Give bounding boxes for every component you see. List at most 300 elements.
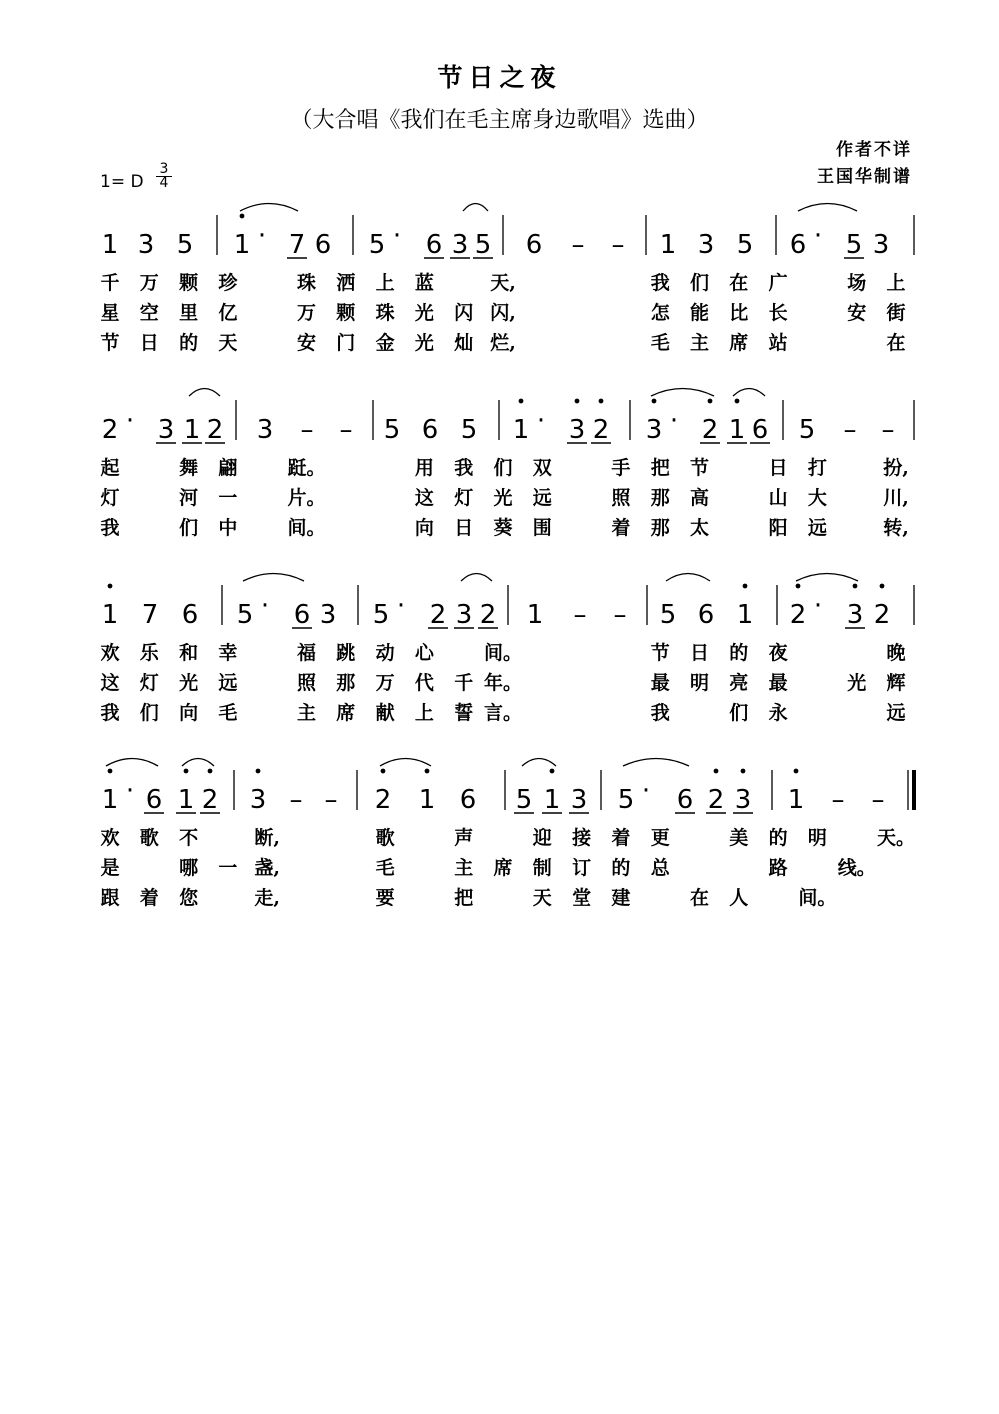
lyric-char: 烂, xyxy=(490,332,516,354)
lyric-char: 用 xyxy=(414,457,434,479)
lyric-char: 闪 xyxy=(454,302,474,324)
note-digit: 3 xyxy=(734,785,752,815)
high-octave-dot xyxy=(741,769,746,774)
note-digit: 2 xyxy=(206,415,224,445)
dotted-note: · xyxy=(536,406,546,436)
lyric-char: 颗 xyxy=(179,272,199,294)
lyric-char: 建 xyxy=(611,887,631,909)
lyric-char: 上 xyxy=(375,272,395,294)
high-octave-dot xyxy=(208,769,213,774)
note-digit: 1 xyxy=(101,785,119,815)
lyric-char: 间。 xyxy=(798,887,837,909)
lyric-char: 远 xyxy=(807,517,827,539)
dotted-note: · xyxy=(257,221,267,251)
dotted-note: · xyxy=(392,221,402,251)
lyric-char: 福 xyxy=(296,642,317,664)
lyric-char: 山 xyxy=(768,487,788,509)
dash-extension: – xyxy=(611,230,625,260)
dash-extension: – xyxy=(871,785,885,815)
note-digit: 5 xyxy=(845,230,863,260)
note-digit: 6 xyxy=(525,230,543,260)
lyric-char: 献 xyxy=(375,702,395,724)
lyric-char: 把 xyxy=(650,457,670,479)
lyric-char: 的 xyxy=(768,827,788,849)
note-digit: 6 xyxy=(293,600,311,630)
dotted-note: · xyxy=(641,776,651,806)
dotted-note: · xyxy=(125,406,135,436)
note-digit: 3 xyxy=(137,230,155,260)
lyric-char: 们 xyxy=(179,517,199,539)
lyric-char: 在 xyxy=(689,887,710,909)
note-digit: 5 xyxy=(736,230,754,260)
lyric-char: 日 xyxy=(454,517,474,539)
lyric-char: 颗 xyxy=(336,302,356,324)
slur xyxy=(106,759,158,767)
lyric-char: 我 xyxy=(650,272,670,294)
note-digit: 3 xyxy=(645,415,663,445)
lyric-char: 灯 xyxy=(139,672,159,694)
high-octave-dot xyxy=(519,399,524,404)
lyric-char: 动 xyxy=(375,642,395,664)
lyric-char: 间。 xyxy=(287,517,326,539)
time-signature-top: 3 xyxy=(159,161,169,177)
lyric-char: 制 xyxy=(532,857,552,879)
transcriber-credit: 王国华制谱 xyxy=(817,167,912,187)
note-digit: 3 xyxy=(846,600,864,630)
lyric-char: 言。 xyxy=(483,702,523,724)
note-digit: 5 xyxy=(798,415,816,445)
note-digit: 2 xyxy=(873,600,891,630)
lyric-char: 灯 xyxy=(100,487,120,509)
lyric-char: 心 xyxy=(414,642,434,664)
high-octave-dot xyxy=(796,584,801,589)
lyric-char: 打 xyxy=(807,457,827,479)
dash-extension: – xyxy=(843,415,857,445)
lyric-char: 节 xyxy=(650,642,670,664)
note-digit: 3 xyxy=(570,785,588,815)
note-digit: 2 xyxy=(789,600,807,630)
lyric-char: 蓝 xyxy=(414,272,434,294)
lyric-char: 着 xyxy=(611,827,631,849)
note-digit: 5 xyxy=(176,230,194,260)
note-digit: 7 xyxy=(141,600,159,630)
slur xyxy=(733,389,765,397)
lyric-char: 比 xyxy=(729,302,749,324)
lyric-char: 洒 xyxy=(336,272,356,294)
slur xyxy=(522,759,556,767)
slur xyxy=(463,204,488,212)
note-digit: 5 xyxy=(474,230,492,260)
lyric-char: 门 xyxy=(336,332,356,354)
lyric-char: 广 xyxy=(768,272,788,294)
note-digit: 1 xyxy=(736,600,754,630)
dash-extension: – xyxy=(881,415,895,445)
lyric-char: 席 xyxy=(493,857,513,879)
note-digit: 2 xyxy=(701,415,719,445)
lyric-char: 日 xyxy=(139,332,159,354)
slur xyxy=(189,389,220,397)
lyric-char: 亿 xyxy=(218,302,238,324)
dash-extension: – xyxy=(831,785,845,815)
lyric-char: 上 xyxy=(414,702,434,724)
high-octave-dot xyxy=(575,399,580,404)
lyric-char: 毛 xyxy=(218,702,238,724)
note-digit: 6 xyxy=(425,230,443,260)
lyric-char: 万 xyxy=(139,272,159,294)
lyric-char: 双 xyxy=(532,457,552,479)
note-digit: 1 xyxy=(728,415,746,445)
note-digit: 6 xyxy=(145,785,163,815)
note-digit: 1 xyxy=(659,230,677,260)
high-octave-dot xyxy=(550,769,555,774)
lyric-char: 珍 xyxy=(218,272,238,294)
high-octave-dot xyxy=(853,584,858,589)
note-digit: 1 xyxy=(101,600,119,630)
lyric-char: 幸 xyxy=(218,642,238,664)
lyric-char: 年。 xyxy=(483,672,523,694)
high-octave-dot xyxy=(714,769,719,774)
note-digit: 6 xyxy=(181,600,199,630)
lyric-char: 围 xyxy=(532,517,552,539)
lyric-char: 舞 xyxy=(179,457,199,479)
note-digit: 1 xyxy=(233,230,251,260)
dotted-note: · xyxy=(396,591,406,621)
lyric-char: 节 xyxy=(100,332,120,354)
lyric-char: 万 xyxy=(375,672,395,694)
lyric-char: 千 xyxy=(100,272,120,294)
dash-extension: – xyxy=(289,785,303,815)
lyric-char: 和 xyxy=(179,642,199,664)
slur xyxy=(651,389,714,397)
lyric-char: 日 xyxy=(689,642,710,664)
high-octave-dot xyxy=(184,769,189,774)
lyric-char: 日 xyxy=(768,457,788,479)
lyric-char: 空 xyxy=(139,302,159,324)
lyric-char: 天。 xyxy=(876,827,916,849)
lyric-char: 川, xyxy=(883,487,909,509)
note-digit: 5 xyxy=(383,415,401,445)
note-digit: 3 xyxy=(455,600,473,630)
slur xyxy=(243,574,304,582)
lyric-char: 接 xyxy=(572,827,592,849)
lyric-char: 跳 xyxy=(336,642,356,664)
lyric-char: 最 xyxy=(650,672,670,694)
lyric-char: 街 xyxy=(886,302,906,324)
lyric-char: 代 xyxy=(414,672,434,694)
lyric-char: 照 xyxy=(611,487,631,509)
lyric-char: 金 xyxy=(375,332,395,354)
note-digit: 6 xyxy=(459,785,477,815)
lyric-char: 光 xyxy=(414,302,434,324)
lyric-char: 天, xyxy=(490,272,516,294)
lyric-char: 总 xyxy=(650,857,670,879)
lyric-char: 灯 xyxy=(454,487,474,509)
high-octave-dot xyxy=(599,399,604,404)
lyric-char: 那 xyxy=(336,672,356,694)
lyric-char: 最 xyxy=(768,672,788,694)
high-octave-dot xyxy=(381,769,386,774)
author-credit: 作者不详 xyxy=(836,140,912,160)
slur xyxy=(182,759,214,767)
high-octave-dot xyxy=(708,399,713,404)
dash-extension: – xyxy=(324,785,338,815)
lyric-char: 要 xyxy=(375,887,395,909)
lyric-char: 订 xyxy=(572,857,592,879)
dotted-note: · xyxy=(669,406,679,436)
dash-extension: – xyxy=(573,600,587,630)
note-digit: 1 xyxy=(418,785,436,815)
lyric-char: 席 xyxy=(729,332,749,354)
lyric-char: 那 xyxy=(650,487,670,509)
note-digit: 5 xyxy=(617,785,635,815)
lyric-char: 们 xyxy=(729,702,749,724)
lyric-char: 您 xyxy=(179,887,199,909)
note-digit: 6 xyxy=(789,230,807,260)
lyric-char: 这 xyxy=(100,672,120,694)
lyric-char: 我 xyxy=(100,517,120,539)
lyric-char: 哪 xyxy=(179,857,199,879)
lyric-char: 手 xyxy=(611,457,631,479)
lyric-char: 光 xyxy=(847,672,867,694)
lyric-char: 星 xyxy=(100,302,120,324)
lyric-char: 向 xyxy=(179,702,199,724)
lyric-char: 把 xyxy=(454,887,474,909)
note-digit: 3 xyxy=(451,230,469,260)
lyric-char: 天 xyxy=(532,887,552,909)
slur xyxy=(796,574,858,582)
lyric-char: 盏, xyxy=(254,857,281,879)
lyric-char: 光 xyxy=(414,332,434,354)
lyric-char: 安 xyxy=(847,302,867,324)
time-signature-bottom: 4 xyxy=(156,176,172,190)
lyric-char: 在 xyxy=(886,332,906,354)
lyric-char: 那 xyxy=(650,517,670,539)
lyric-char: 堂 xyxy=(572,887,592,909)
lyric-char: 在 xyxy=(729,272,749,294)
slur xyxy=(798,204,857,212)
note-digit: 3 xyxy=(319,600,337,630)
lyric-char: 欢 xyxy=(100,827,120,849)
high-octave-dot xyxy=(794,769,799,774)
note-digit: 5 xyxy=(460,415,478,445)
lyric-char: 着 xyxy=(139,887,159,909)
note-digit: 1 xyxy=(512,415,530,445)
note-digit: 7 xyxy=(288,230,306,260)
high-octave-dot xyxy=(425,769,430,774)
lyric-char: 我 xyxy=(100,702,120,724)
note-digit: 1 xyxy=(183,415,201,445)
lyric-char: 天 xyxy=(218,332,238,354)
lyric-char: 们 xyxy=(689,272,710,294)
lyric-char: 高 xyxy=(689,487,710,509)
lyric-char: 跹。 xyxy=(287,457,326,479)
lyric-char: 珠 xyxy=(375,302,395,324)
lyric-char: 里 xyxy=(179,302,199,324)
note-digit: 6 xyxy=(676,785,694,815)
dotted-note: · xyxy=(125,776,135,806)
lyric-char: 着 xyxy=(611,517,631,539)
lyric-char: 一 xyxy=(218,857,238,879)
note-digit: 1 xyxy=(526,600,544,630)
lyric-char: 光 xyxy=(493,487,513,509)
high-octave-dot xyxy=(256,769,261,774)
note-digit: 2 xyxy=(479,600,497,630)
lyric-char: 阳 xyxy=(768,517,788,539)
note-digit: 6 xyxy=(697,600,715,630)
dash-extension: – xyxy=(571,230,585,260)
note-digit: 2 xyxy=(707,785,725,815)
lyric-char: 闪, xyxy=(490,302,516,324)
lyric-char: 起 xyxy=(100,457,120,479)
lyric-char: 照 xyxy=(296,672,317,694)
lyric-char: 我 xyxy=(454,457,474,479)
lyric-char: 美 xyxy=(729,827,749,849)
lyric-char: 场 xyxy=(847,272,867,294)
note-digit: 2 xyxy=(592,415,610,445)
note-digit: 3 xyxy=(568,415,586,445)
high-octave-dot xyxy=(743,584,748,589)
lyric-char: 片。 xyxy=(287,487,326,509)
lyric-char: 晚 xyxy=(886,642,906,664)
lyric-char: 太 xyxy=(689,517,710,539)
lyric-char: 长 xyxy=(768,302,788,324)
lyric-char: 远 xyxy=(532,487,552,509)
dotted-note: · xyxy=(813,591,823,621)
lyric-char: 一 xyxy=(218,487,238,509)
dash-extension: – xyxy=(613,600,627,630)
lyric-char: 能 xyxy=(689,302,710,324)
lyric-char: 明 xyxy=(807,827,827,849)
lyric-char: 千 xyxy=(454,672,474,694)
lyric-char: 主 xyxy=(454,857,474,879)
lyric-char: 珠 xyxy=(296,272,317,294)
lyric-char: 亮 xyxy=(729,672,749,694)
lyric-char: 毛 xyxy=(650,332,670,354)
high-octave-dot xyxy=(652,399,657,404)
lyric-char: 歌 xyxy=(375,827,395,849)
page-subtitle: （大合唱《我们在毛主席身边歌唱》选曲） xyxy=(290,108,709,133)
lyric-char: 们 xyxy=(493,457,513,479)
lyric-char: 明 xyxy=(689,672,710,694)
slur xyxy=(461,574,492,582)
note-digit: 5 xyxy=(372,600,390,630)
lyric-char: 站 xyxy=(768,332,788,354)
lyric-char: 跟 xyxy=(100,887,120,909)
lyric-char: 中 xyxy=(218,517,238,539)
lyric-char: 转, xyxy=(883,517,909,539)
note-digit: 6 xyxy=(421,415,439,445)
page-title: 节日之夜 xyxy=(437,63,562,92)
note-digit: 1 xyxy=(101,230,119,260)
note-digit: 2 xyxy=(201,785,219,815)
note-digit: 1 xyxy=(177,785,195,815)
slur xyxy=(240,204,298,212)
lyric-char: 人 xyxy=(729,887,749,909)
slur xyxy=(380,759,431,767)
lyric-char: 远 xyxy=(218,672,238,694)
lyric-char: 大 xyxy=(807,487,827,509)
lyric-char: 怎 xyxy=(650,302,670,324)
note-digit: 3 xyxy=(256,415,274,445)
lyric-char: 断, xyxy=(254,827,281,849)
lyric-char: 迎 xyxy=(532,827,552,849)
lyric-char: 上 xyxy=(886,272,906,294)
high-octave-dot xyxy=(240,214,245,219)
lyric-char: 向 xyxy=(414,517,434,539)
lyric-char: 更 xyxy=(650,827,670,849)
note-digit: 6 xyxy=(314,230,332,260)
lyric-char: 席 xyxy=(336,702,356,724)
lyric-char: 这 xyxy=(414,487,434,509)
lyric-char: 声 xyxy=(454,827,474,849)
note-digit: 3 xyxy=(249,785,267,815)
lyric-char: 乐 xyxy=(139,642,159,664)
lyric-char: 不 xyxy=(179,827,199,849)
high-octave-dot xyxy=(735,399,740,404)
lyric-char: 远 xyxy=(886,702,906,724)
lyric-char: 是 xyxy=(100,857,120,879)
note-digit: 5 xyxy=(515,785,533,815)
dotted-note: · xyxy=(813,221,823,251)
lyric-char: 的 xyxy=(611,857,631,879)
lyric-char: 歌 xyxy=(139,827,159,849)
lyric-char: 万 xyxy=(296,302,317,324)
slur xyxy=(623,759,689,767)
note-digit: 3 xyxy=(872,230,890,260)
note-digit: 3 xyxy=(157,415,175,445)
lyric-char: 主 xyxy=(296,702,317,724)
lyric-char: 节 xyxy=(689,457,710,479)
lyric-char: 线。 xyxy=(837,857,876,879)
high-octave-dot xyxy=(108,769,113,774)
lyric-char: 安 xyxy=(296,332,317,354)
lyric-char: 光 xyxy=(179,672,199,694)
lyric-char: 的 xyxy=(729,642,749,664)
dash-extension: – xyxy=(339,415,353,445)
lyric-char: 葵 xyxy=(493,517,513,539)
lyric-char: 毛 xyxy=(375,857,395,879)
note-digit: 2 xyxy=(101,415,119,445)
lyric-char: 辉 xyxy=(886,672,906,694)
key-signature: 1= D xyxy=(100,172,144,192)
lyric-char: 灿 xyxy=(454,332,474,354)
lyric-char: 路 xyxy=(768,857,788,879)
lyric-char: 誓 xyxy=(454,702,474,724)
note-digit: 5 xyxy=(368,230,386,260)
lyric-char: 我 xyxy=(650,702,670,724)
note-digit: 3 xyxy=(697,230,715,260)
dotted-note: · xyxy=(260,591,270,621)
lyric-char: 夜 xyxy=(768,642,788,664)
lyric-char: 扮, xyxy=(883,457,909,479)
lyric-char: 的 xyxy=(179,332,199,354)
note-digit: 6 xyxy=(751,415,769,445)
lyric-char: 间。 xyxy=(483,642,523,664)
high-octave-dot xyxy=(108,584,113,589)
lyric-char: 河 xyxy=(179,487,199,509)
slur xyxy=(666,574,710,582)
lyric-char: 欢 xyxy=(100,642,120,664)
dash-extension: – xyxy=(300,415,314,445)
lyric-char: 永 xyxy=(768,702,788,724)
high-octave-dot xyxy=(880,584,885,589)
lyric-char: 们 xyxy=(139,702,159,724)
lyric-char: 主 xyxy=(689,332,710,354)
note-digit: 2 xyxy=(429,600,447,630)
note-digit: 2 xyxy=(374,785,392,815)
note-digit: 5 xyxy=(659,600,677,630)
note-digit: 1 xyxy=(543,785,561,815)
